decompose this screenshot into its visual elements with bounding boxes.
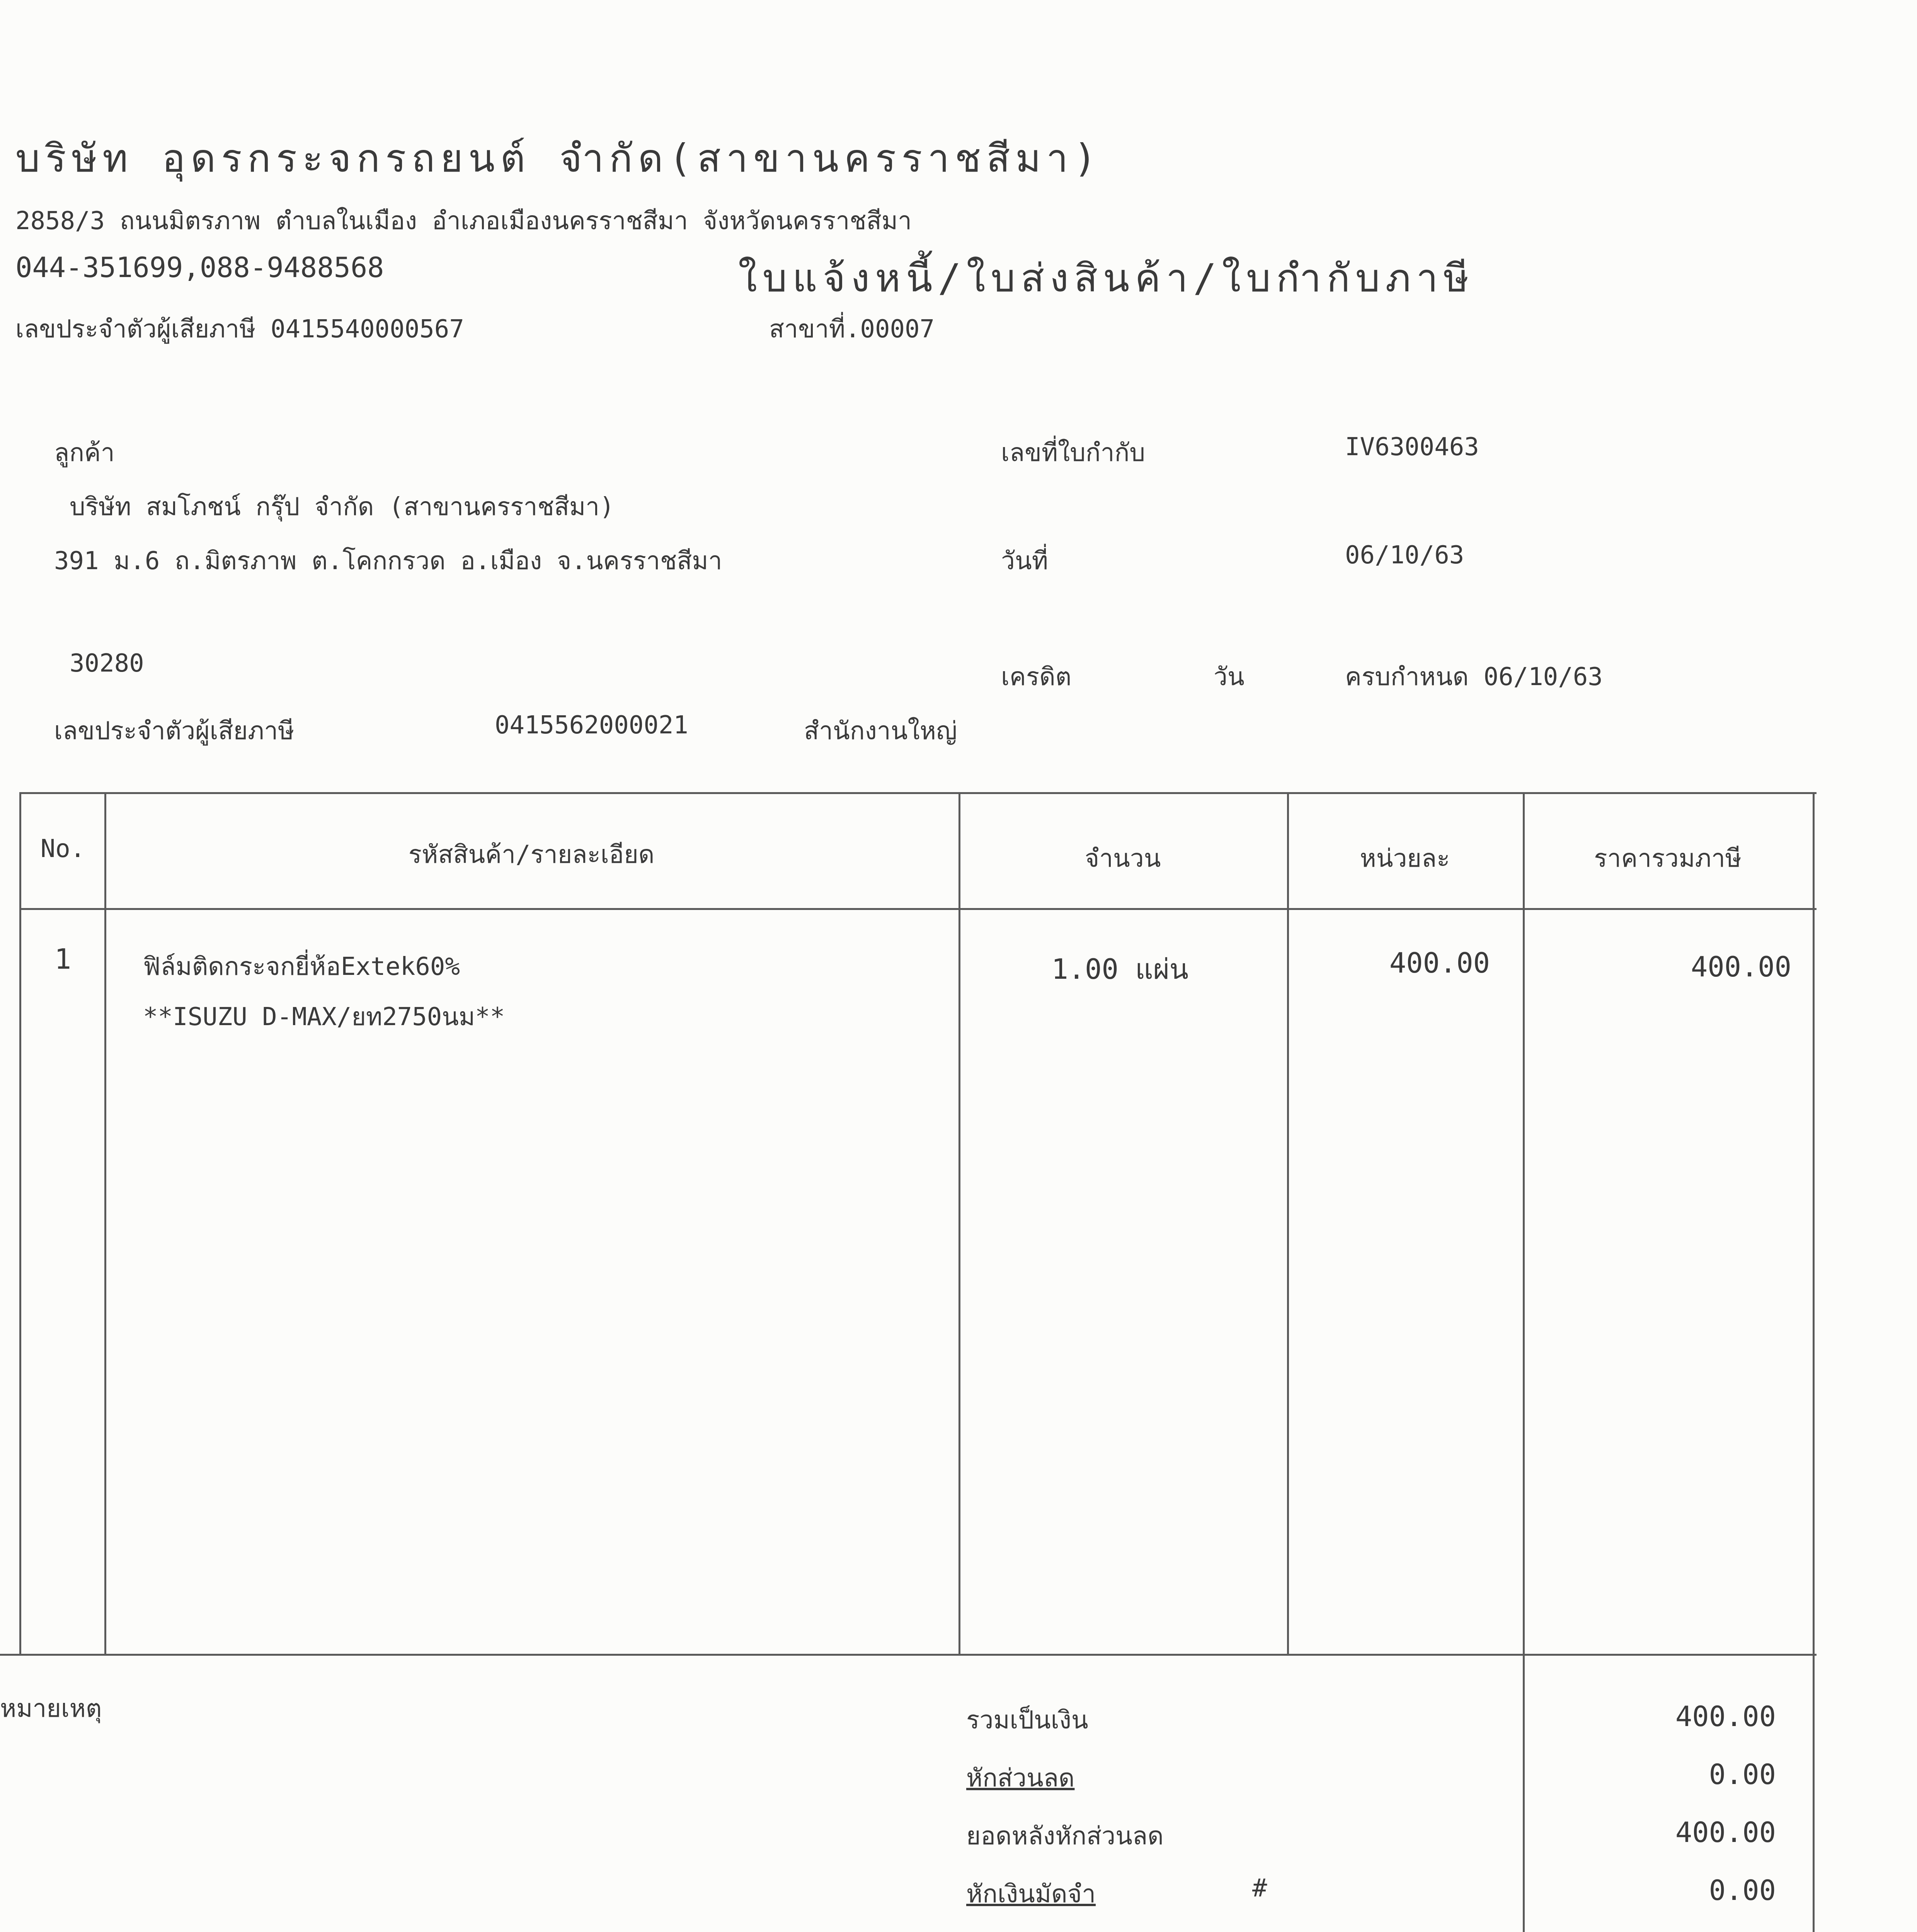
summary-value: 400.00	[1675, 1700, 1776, 1733]
company-tax-id: เลขประจำตัวผู้เสียภาษี 0415540000567	[15, 315, 464, 344]
summary-value: 0.00	[1709, 1758, 1776, 1791]
customer-tax-branch: สำนักงานใหญ่	[804, 717, 957, 745]
credit-label: เครดิต	[1001, 663, 1072, 691]
row-total: 400.00	[1691, 951, 1791, 983]
row-description-line2: **ISUZU D-MAX/ยท2750นม**	[143, 1003, 505, 1031]
customer-postcode: 30280	[70, 649, 144, 678]
summary-label: ยอดหลังหักส่วนลด	[966, 1822, 1164, 1850]
invoice-no-label: เลขที่ใบกำกับ	[1001, 439, 1145, 467]
header-no: No.	[40, 835, 85, 863]
summary-label: หักส่วนลด	[966, 1764, 1075, 1793]
summary-value: 400.00	[1675, 1816, 1776, 1849]
summary-label: รวมเป็นเงิน	[966, 1706, 1088, 1735]
summary-label: หักเงินมัดจำ	[966, 1880, 1096, 1908]
header-quantity: จำนวน	[1084, 844, 1161, 873]
remark-label: หมายเหตุ	[0, 1694, 102, 1723]
customer-tax-label: เลขประจำตัวผู้เสียภาษี	[54, 717, 295, 745]
customer-tax-id: 0415562000021	[495, 711, 688, 740]
customer-address: 391 ม.6 ถ.มิตรภาพ ต.โคกกรวด อ.เมือง จ.นครราชสีมา	[54, 547, 722, 575]
header-total: ราคารวมภาษี	[1594, 844, 1742, 873]
customer-label: ลูกค้า	[54, 439, 115, 467]
row-quantity: 1.00 แผ่น	[1051, 953, 1188, 985]
summary-value: 0.00	[1709, 1874, 1776, 1906]
document-title: ใบแจ้งหนี้/ใบส่งสินค้า/ใบกำกับภาษี	[738, 255, 1474, 301]
summary-extra: #	[1252, 1874, 1267, 1903]
row-description: ฟิล์มติดกระจกยี่ห้อExtek60%	[143, 952, 460, 981]
due-date: ครบกำหนด 06/10/63	[1345, 663, 1603, 691]
company-name: บริษัท อุดรกระจกรถยนต์ จำกัด(สาขานครราชสีมา)	[15, 136, 1102, 181]
header-unit-price: หน่วยละ	[1360, 844, 1450, 873]
company-branch: สาขาที่.00007	[769, 315, 935, 344]
company-phone: 044-351699,088-9488568	[15, 251, 384, 284]
customer-name: บริษัท สมโภชน์ กรุ๊ป จำกัด (สาขานครราชสีมา)	[70, 493, 615, 521]
invoice-date-label: วันที่	[1001, 547, 1048, 575]
invoice-no: IV6300463	[1345, 433, 1479, 461]
header-description: รหัสสินค้า/รายละเอียด	[408, 840, 655, 869]
credit-days-label: วัน	[1214, 663, 1245, 691]
company-address: 2858/3 ถนนมิตรภาพ ตำบลในเมือง อำเภอเมืองนครราชสีมา จังหวัดนครราชสีมา	[15, 207, 912, 235]
row-unit-price: 400.00	[1389, 947, 1490, 979]
row-no: 1	[54, 943, 72, 975]
invoice-date: 06/10/63	[1345, 541, 1464, 570]
